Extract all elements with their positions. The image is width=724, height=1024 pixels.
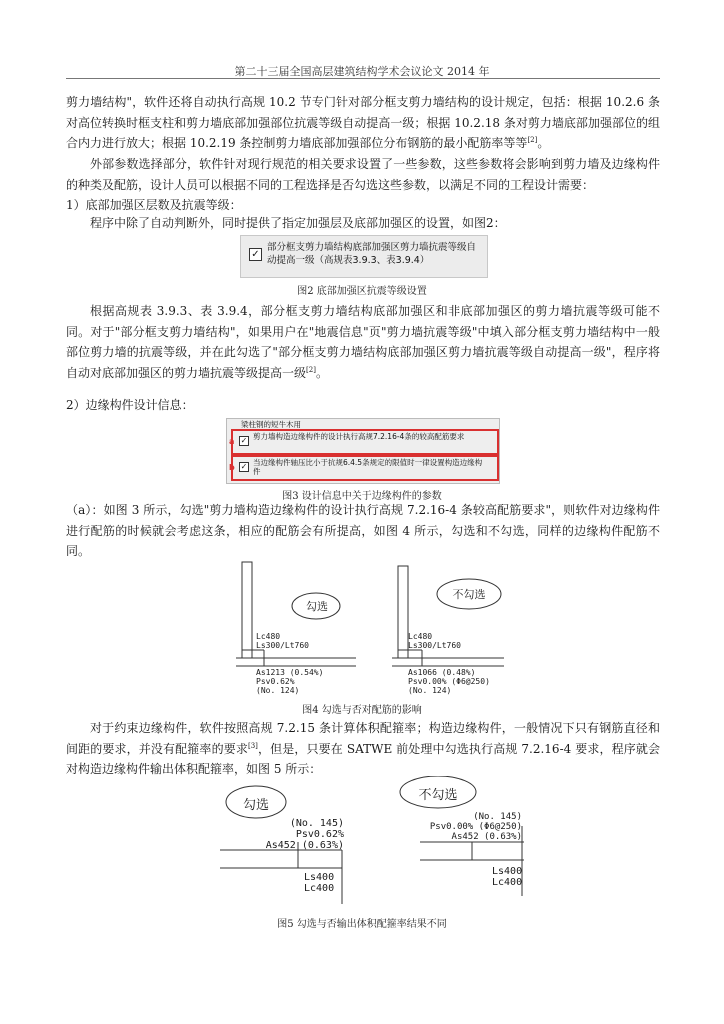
paragraph-4 bbox=[66, 301, 660, 383]
section-1-heading: 1）底部加强区层数及抗震等级： bbox=[66, 198, 242, 212]
figure-5-right-psv: Psv0.00% (Φ6@250) bbox=[429, 822, 522, 832]
citation-2a: [2] bbox=[527, 136, 538, 144]
figure-5-right-lengths bbox=[492, 866, 522, 888]
figure-4-left-no: (No. 124) bbox=[256, 686, 300, 695]
figure-4-right-results bbox=[408, 668, 490, 695]
paragraph-4-text: 根据高规表 3.9.3、表 3.9.4，部分框支剪力墙结构底部加强区和非底部加强区的剪力墙抗震等级可能不同。对于"部分框支剪力墙结构"，如果用户在"地震信息"页"剪力墙抗震等级"中填入部分框支剪力墙结构中一般部位剪力墙的抗震等级，并在此勾选了"部分框支剪力墙结构底部加强区剪力墙抗震等级自动提高一级"，程序将自动对底部加强区的剪力墙抗震等级提高一级 bbox=[66, 304, 660, 380]
figure-5-left-as: As452 (0.63%) bbox=[265, 840, 344, 851]
paragraph-1 bbox=[66, 92, 660, 154]
figure-4-right-as: As1066 (0.48%) bbox=[408, 668, 476, 677]
figure-5-caption: 图5 勾选与否输出体积配箍率结果不同 bbox=[277, 919, 447, 930]
figure-4-left-as: As1213 (0.54%) bbox=[256, 668, 324, 677]
truncated-option-text: 梁柱钢的短牛木用 bbox=[241, 420, 301, 429]
paragraph-1-text: 剪力墙结构"，软件还将自动执行高规 10.2 节专门针对部分框支剪力墙结构的设计规定，包括：根据 10.2.6 条对高位转换时框支柱和剪力墙底部加强部位抗震等级自动提高一级；根据 10.2.18 条对剪力墙底部加强部位的组合内力进行放大；根据 10.2.19 条控制剪力墙底部加强部位分布钢筋的最小配筋率等等 bbox=[66, 95, 660, 150]
reinforce-option-label: 部分框支剪力墙结构底部加强区剪力墙抗震等级自动提高一级（高规表3.9.3、表3.9.4） bbox=[267, 242, 477, 266]
figure-5-right-no: (No. 145) bbox=[473, 812, 522, 822]
figure-4-right-labels bbox=[408, 632, 461, 650]
figure-4-left-results bbox=[256, 668, 323, 695]
figure-5-unchecked-bubble: 不勾选 bbox=[418, 788, 458, 803]
paragraph-5: （a）：如图 3 所示，勾选"剪力墙构造边缘构件的设计执行高规 7.2.16-4 条较高配筋要求"，则软件对边缘构件进行配筋的时候就会考虑这条，相应的配筋会有所提高，如图 4 所示，勾选和不勾选，同样的边缘构件配筋不同。 bbox=[66, 503, 660, 558]
figure-4-left-psv: Psv0.62% bbox=[256, 677, 295, 686]
figure-4-right-psv: Psv0.00% (Φ6@250) bbox=[408, 677, 490, 686]
paragraph-6-text-a: 对于约束边缘构件，软件按照高规 7.2.15 条计算体积配箍率；构造边缘构件，一般情况下只有钢筋直径和间距的要求，并没有配箍率的要求 bbox=[66, 721, 660, 756]
section-2-heading: 2）边缘构件设计信息： bbox=[66, 398, 194, 412]
figure-4-left-labels bbox=[256, 632, 309, 650]
figure-4-right-ls: Ls300/Lt760 bbox=[408, 641, 461, 650]
figure-3-caption: 图3 设计信息中关于边缘构件的参数 bbox=[282, 491, 442, 502]
paragraph-6-text-b: ，但是，只要在 SATWE 前处理中勾选执行高规 7.2.16-4 要求，程序就会对构造边缘构件输出体积配箍率，如图 5 所示： bbox=[66, 741, 660, 776]
citation-2b: [2] bbox=[306, 365, 316, 374]
figure-4-unchecked-bubble: 不勾选 bbox=[452, 588, 486, 601]
figure-5-left-lc: Lc400 bbox=[304, 883, 335, 894]
figure-2-caption: 图2 底部加强区抗震等级设置 bbox=[297, 286, 427, 297]
figure-4-caption: 图4 勾选与否对配筋的影响 bbox=[302, 705, 422, 716]
figure-5-left-results bbox=[286, 818, 344, 840]
figure-5-left-psv: Psv0.62% bbox=[295, 829, 344, 840]
citation-3: [3] bbox=[247, 741, 258, 750]
figure-4-right-lc: Lc480 bbox=[408, 632, 433, 641]
figure-2-screenshot bbox=[240, 235, 488, 278]
figure-3-screenshot bbox=[226, 418, 500, 484]
paragraph-4-end: 。 bbox=[315, 365, 328, 380]
reinforce-checkbox[interactable]: ✓ bbox=[249, 248, 262, 261]
paragraph-3: 程序中除了自动判断外，同时提供了指定加强层及底部加强区的设置，如图2： bbox=[90, 216, 506, 230]
option-a-marker: a bbox=[229, 437, 235, 446]
figure-5-left-lengths bbox=[304, 872, 334, 894]
option-a-text: 剪力墙构造边缘构件的设计执行高规7.2.16-4条的较高配筋要求 bbox=[253, 432, 465, 441]
option-b-marker: b bbox=[229, 463, 235, 472]
figure-4-right-no: (No. 124) bbox=[408, 686, 452, 695]
header-rule bbox=[66, 78, 660, 79]
figure-5-right-as: As452 (0.63%) bbox=[451, 832, 522, 842]
figure-5-right-results bbox=[424, 812, 522, 842]
figure-4-checked-bubble: 勾选 bbox=[306, 600, 328, 613]
figure-4-left-lc: Lc480 bbox=[256, 632, 281, 641]
figure-4-left-ls: Ls300/Lt760 bbox=[256, 641, 309, 650]
figure-5-left-no: (No. 145) bbox=[289, 818, 344, 829]
option-b-checkbox[interactable]: ✓ bbox=[240, 462, 248, 471]
paragraph-1-end: 。 bbox=[537, 136, 550, 150]
paragraph-6 bbox=[66, 718, 660, 780]
option-a-checkbox[interactable]: ✓ bbox=[240, 436, 248, 445]
figure-5-checked-bubble: 勾选 bbox=[242, 798, 269, 813]
figure-5-right-lc: Lc400 bbox=[492, 877, 523, 888]
figure-5-right-ls: Ls400 bbox=[492, 866, 523, 877]
paragraph-2: 外部参数选择部分，软件针对现行规范的相关要求设置了一些参数，这些参数将会影响到剪力墙及边缘构件的种类及配筋，设计人员可以根据不同的工程选择是否勾选这些参数，以满足不同的工程设计需要： bbox=[66, 157, 660, 192]
figure-5-left-ls: Ls400 bbox=[304, 872, 335, 883]
running-header: 第二十三届全国高层建筑结构学术会议论文 2014 年 bbox=[234, 65, 490, 78]
option-b-text: 当边缘构件轴压比小于抗规6.4.5条规定的限值时一律设置构造边缘构件 bbox=[253, 458, 483, 476]
